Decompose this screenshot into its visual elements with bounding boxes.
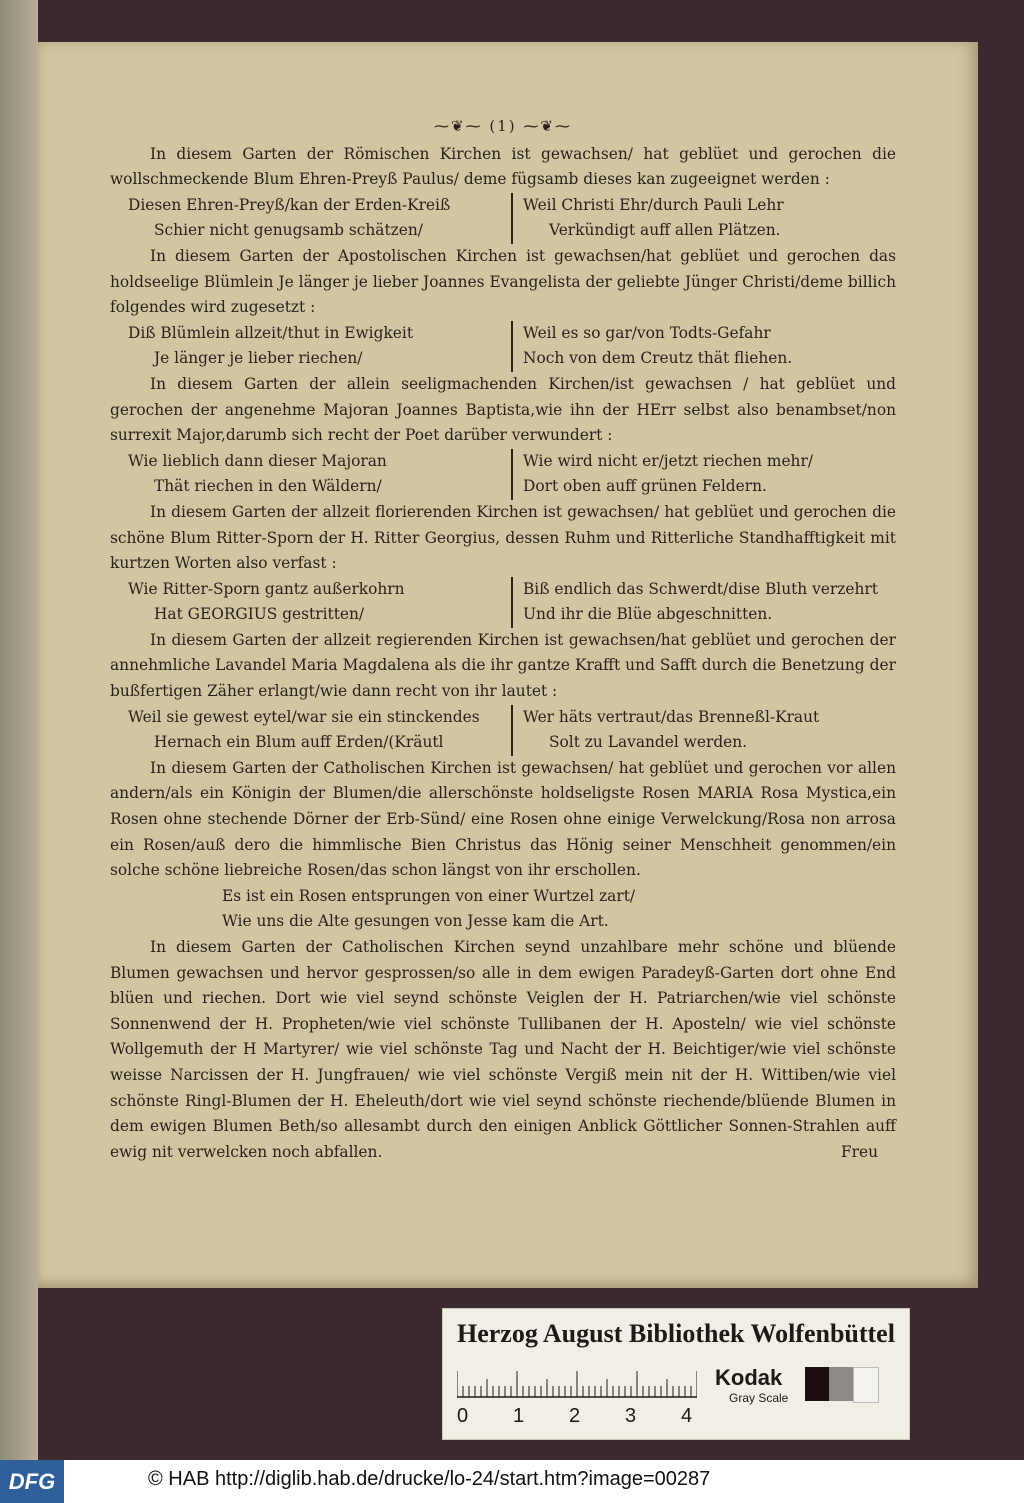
- grayscale-swatch-mid: [829, 1367, 853, 1401]
- verse-line: Je länger je lieber riechen/: [154, 349, 363, 368]
- grayscale-swatch-light: [853, 1367, 879, 1403]
- viewer-footer: [0, 1460, 1024, 1503]
- verse-line: Weil es so gar/von Todts-Gefahr: [523, 323, 771, 342]
- verse-4: [128, 577, 896, 628]
- couplet-line: Es ist ein Rosen entsprungen von einer Wurtzel zart/: [222, 886, 636, 905]
- verse-line: Wer häts vertraut/das Brenneßl-Kraut: [523, 707, 820, 726]
- ruler-number: 3: [625, 1405, 637, 1427]
- verse-3: [128, 449, 896, 500]
- ruler-number: 0: [457, 1405, 469, 1427]
- grayscale-swatch-dark: [805, 1367, 829, 1401]
- paragraph-2: In diesem Garten der Apostolischen Kirchen ist gewachsen/hat geblüet und gerochen das holdseelige Blümlein Je länger je lieber Joannes Evangelista der geliebte Jünger Christi/deme billich folgendes wird zugesetzt :: [110, 246, 896, 317]
- verse-line: Biß endlich das Schwerdt/dise Bluth verzehrt: [523, 579, 878, 598]
- verse-line: Und ihr die Blüe abgeschnitten.: [523, 605, 773, 624]
- ruler-number: 4: [681, 1405, 693, 1427]
- verse-line: Wie wird nicht er/jetzt riechen mehr/: [523, 451, 814, 470]
- copyright-link[interactable]: © HAB http://diglib.hab.de/drucke/lo-24/start.htm?image=00287: [148, 1468, 711, 1490]
- verse-line: Diesen Ehren-Preyß/kan der Erden-Kreiß: [128, 195, 451, 214]
- ruler-numbers: [457, 1405, 707, 1429]
- verse-line: Wie Ritter-Sporn gantz außerkohrn: [128, 579, 405, 598]
- ruler-scale: [457, 1369, 697, 1399]
- library-name: Herzog August Bibliothek Wolfenbüttel: [457, 1319, 895, 1348]
- page-text-area: [110, 114, 896, 1274]
- couplet-line: Wie uns die Alte gesungen von Jesse kam die Art.: [222, 912, 609, 931]
- verse-line: Schier nicht genugsamb schätzen/: [154, 221, 423, 240]
- verse-line: Hat GEORGIUS gestritten/: [154, 605, 365, 624]
- paragraph-6: In diesem Garten der Catholischen Kirchen ist gewachsen/ hat geblüet und gerochen vor allen andern/als ein Königin der Blumen/die allerschönste holdseligste Rosen MARIA Rosa Mystica,ein Rosen ohne stechende Dörner der Erb-Sünd/ eine Rosen ohne einige Verwelckung/Rosa non arrosa ein Rosen/auß dero die himmlische Bien Christus das Hönig seiner Menschheit genommen/ein solche schöne liebreiche Rosen/das schon längst von ihr erschollen.: [110, 758, 896, 880]
- verse-line: Verkündigt auff allen Plätzen.: [549, 221, 781, 240]
- verse-line: Noch von dem Creutz thät fliehen.: [523, 349, 793, 368]
- verse-line: Thät riechen in den Wäldern/: [154, 477, 382, 496]
- paragraph-7: In diesem Garten der Catholischen Kirchen seynd unzahlbare mehr schöne und blüende Blumen gewachsen und hervor gesprossen/so alle in dem ewigen Paradeyß-Garten dort ohne End blüen und riechen. Dort wie viel seynd schönste Veiglen der H. Patriarchen/wie viel schönste Sonnenwend der H. Propheten/wie viel schönste Tullibanen der H. Aposteln/ wie viel schönste Wollgemuth der H Martyrer/ wie viel schönste Tag und Nacht der H. Beichtiger/wie viel schönste weisse Narcissen der H. Jungfrauen/ wie viel schönste Vergiß mein nit der H. Wittiben/wie viel schönste Ringl-Blumen der H. Eheleuth/dort wie viel seynd schönste riechende/blüende Blumen in dem ewigen Blumen Beth/so allesambt durch den einigen Anblick Göttlicher Sonnen-Strahlen auff ewig nit verwelcken noch abfallen.: [110, 938, 896, 1161]
- catchword: Freu: [840, 1143, 878, 1162]
- verse-2: [128, 321, 896, 372]
- paragraph-1: In diesem Garten der Römischen Kirchen ist gewachsen/ hat geblüet und gerochen die wollschmeckende Blum Ehren-Preyß Paulus/ deme fügsamb dieses kan zugeeignet werden :: [110, 144, 896, 189]
- ruler-number: 2: [569, 1405, 581, 1427]
- scanner-edge-strip: [0, 0, 38, 1460]
- grayscale-label: Gray Scale: [729, 1391, 789, 1405]
- book-page: [38, 42, 978, 1288]
- paragraph-5: In diesem Garten der allzeit regierenden Kirchen ist gewachsen/hat geblüet und gerochen der annehmliche Lavandel Maria Magdalena als die ihr gantze Krafft und Safft durch die Benetzung der bußfertigen Zäher erlangt/wie dann recht von ihr lautet :: [110, 630, 896, 701]
- verse-1: [128, 193, 896, 244]
- verse-line: Hernach ein Blum auff Erden/(Kräutl: [154, 733, 444, 752]
- verse-5: [128, 705, 896, 756]
- kodak-logo: Kodak: [715, 1365, 783, 1390]
- verse-line: Diß Blümlein allzeit/thut in Ewigkeit: [128, 323, 413, 342]
- paragraph-4: In diesem Garten der allzeit florierenden Kirchen ist gewachsen/ hat geblüet und gerochen die schöne Blum Ritter-Sporn der H. Ritter Georgius, dessen Ruhm und Ritterliche Standhafftigkeit mit kurtzen Worten also verfast :: [110, 502, 896, 573]
- header-ornament-right-icon: ⁓❦⁓: [523, 117, 572, 135]
- dfg-logo[interactable]: DFG: [0, 1460, 64, 1503]
- ruler-number: 1: [513, 1405, 525, 1427]
- paragraph-3: In diesem Garten der allein seeligmachenden Kirchen/ist gewachsen / hat geblüet und gerochen der angenehme Majoran Joannes Baptista,wie ihn der HErr selbst also benambset/non surrexit Major,darumb sich recht der Poet darüber verwundert :: [110, 374, 896, 445]
- library-label-card: [442, 1308, 910, 1440]
- page-header: [110, 114, 896, 140]
- verse-line: Dort oben auff grünen Feldern.: [523, 477, 767, 496]
- page-number: (1): [489, 117, 517, 135]
- verse-line: Solt zu Lavandel werden.: [549, 733, 748, 752]
- verse-line: Weil sie gewest eytel/war sie ein stinckendes: [128, 707, 480, 726]
- header-ornament-left-icon: ⁓❦⁓: [434, 117, 483, 135]
- verse-line: Weil Christi Ehr/durch Pauli Lehr: [523, 195, 784, 214]
- verse-line: Wie lieblich dann dieser Majoran: [128, 451, 387, 470]
- rose-couplet: [222, 884, 896, 935]
